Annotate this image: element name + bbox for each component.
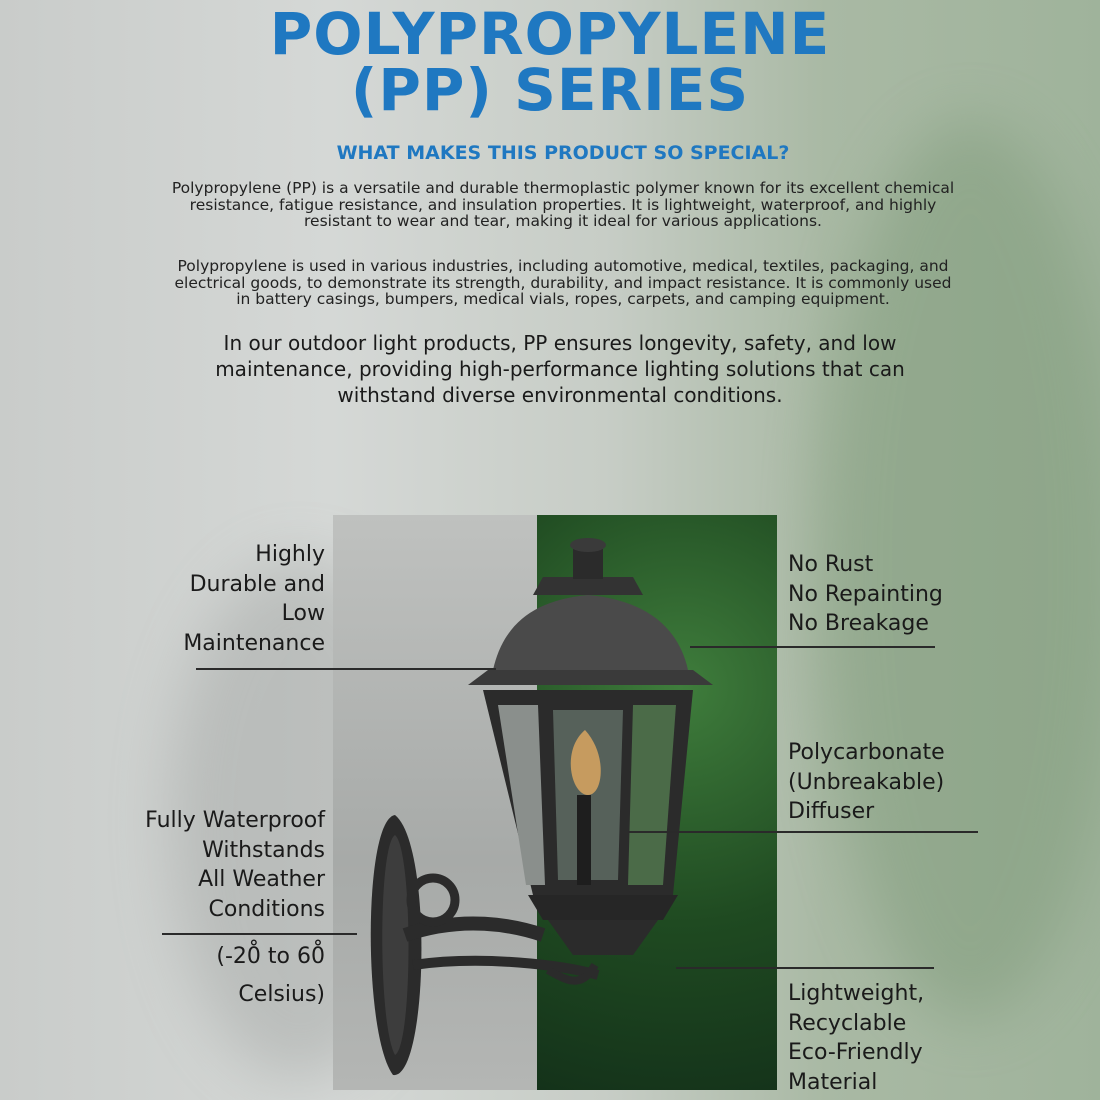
intro-paragraph: Polypropylene (PP) is a versatile and durable thermoplastic polymer known for its excellent chemical resistance, fatigue resistance, and insulation properties. It is lightweight, waterproof, and highly resistant to wear and tear, making it ideal for various applications. (171, 179, 955, 230)
outdoor-light-paragraph: In our outdoor light products, PP ensures longevity, safety, and low maintenance, providing high-performance lighting solutions that can withstand diverse environmental conditions. (215, 331, 905, 407)
feature-waterproof-line: Conditions (208, 896, 325, 922)
feature-waterproof-line: All Weather (198, 867, 325, 892)
wall-lantern-image (333, 515, 777, 1090)
uses-paragraph: Polypropylene is used in various industries, including automotive, medical, textiles, packaging, and electrical goods, to demonstrate its strength, durability, and impact resistance. It is commonly used in battery casings, bumpers, medical vials, ropes, carpets, and camping equipment. (174, 257, 952, 308)
feature-durable-line: Durable and (189, 571, 325, 597)
feature-polycarbonate-line: (Unbreakable) (788, 769, 945, 795)
feature-temperature-line: Celsius) (238, 982, 325, 1007)
feature-waterproof-line: Fully Waterproof (145, 808, 325, 833)
page-subtitle: WHAT MAKES THIS PRODUCT SO SPECIAL? (336, 142, 790, 164)
feature-lightweight-line: Lightweight, (788, 981, 925, 1006)
feature-lightweight-line: Material (788, 1069, 878, 1095)
feature-no-rust-line: No Breakage (788, 611, 929, 636)
feature-no-rust-line: No Rust (788, 552, 874, 577)
title-line-2: (PP) SERIES (350, 56, 750, 124)
lightweight-pointer-line (676, 967, 934, 969)
feature-durable-line: Maintenance (183, 630, 325, 656)
feature-polycarbonate-line: Diffuser (788, 799, 875, 824)
feature-lightweight-line: Eco-Friendly (788, 1040, 923, 1065)
feature-no-rust (788, 550, 1088, 639)
no-rust-pointer-line (690, 646, 935, 648)
feature-temperature (120, 938, 325, 1014)
polycarbonate-pointer-line (628, 831, 978, 833)
feature-polycarbonate-line: Polycarbonate (788, 740, 945, 765)
product-photo (333, 515, 777, 1090)
feature-no-rust-line: No Repainting (788, 581, 943, 607)
feature-polycarbonate (788, 738, 1088, 827)
title-line-1: POLYPROPYLENE (269, 0, 831, 68)
feature-lightweight (788, 979, 1088, 1097)
durable-pointer-line (196, 668, 496, 670)
feature-waterproof (80, 806, 325, 924)
page-title (0, 0, 1100, 124)
feature-temperature-line: (-20̊ to 60̊ (216, 944, 325, 969)
feature-lightweight-line: Recyclable (788, 1010, 907, 1036)
feature-waterproof-line: Withstands (202, 837, 325, 863)
feature-durable (120, 540, 325, 658)
feature-durable-line: Low (281, 601, 325, 626)
waterproof-pointer-line (162, 933, 357, 935)
feature-durable-line: Highly (255, 542, 325, 567)
